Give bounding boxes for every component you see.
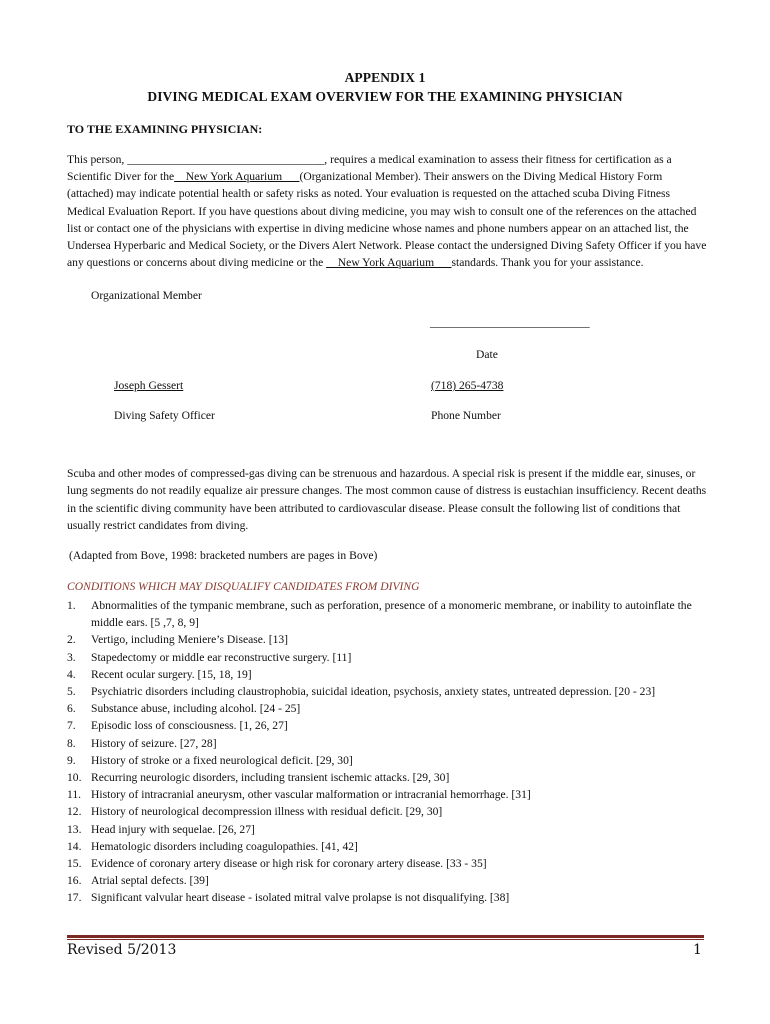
- condition-text: Recent ocular surgery. [15, 18, 19]: [91, 667, 252, 681]
- intro-paragraph: [67, 151, 707, 271]
- condition-number: 5.: [67, 685, 76, 699]
- intro-part-3: standards. Thank you for your assistance.: [451, 256, 644, 270]
- conditions-heading: CONDITIONS WHICH MAY DISQUALIFY CANDIDATES FROM DIVING: [67, 580, 420, 593]
- dso-role: Diving Safety Officer: [114, 409, 215, 422]
- condition-text: Stapedectomy or middle ear reconstructive surgery. [11]: [91, 650, 352, 664]
- condition-text: Recurring neurologic disorders, including transient ischemic attacks. [29, 30]: [91, 771, 450, 785]
- condition-number: 3.: [67, 650, 76, 664]
- condition-text: Psychiatric disorders including claustrophobia, suicidal ideation, psychosis, anxiety states, untreated depression. [20 - 23]: [91, 685, 656, 699]
- adapted-note: (Adapted from Bove, 1998: bracketed numbers are pages in Bove): [69, 549, 378, 562]
- condition-number: 12.: [67, 805, 82, 819]
- condition-text: History of neurological decompression illness with residual deficit. [29, 30]: [91, 805, 443, 819]
- salutation: TO THE EXAMINING PHYSICIAN:: [67, 122, 263, 136]
- intro-part-2: (Organizational Member). Their answers on the Diving Medical History Form (attached) may indicate potential health or safety risks as noted. Your evaluation is requested on the attached scuba Diving Fitness Medical Evaluation Report. If you have questions about diving medicine, you may wish to consult one of the references on the attached list or contact one of the physicians with expertise in diving medicine whose names and phone numbers appear on an attached list, the Undersea Hyperbaric and Medical Society, or the Divers Alert Network. Please contact the undersigned Diving Safety Officer if you have any questions or concerns about diving medicine or the: [67, 170, 707, 270]
- condition-item: [67, 597, 697, 631]
- condition-text: Episodic loss of consciousness. [1, 26, 27]: [91, 719, 288, 733]
- condition-item: [67, 666, 697, 683]
- conditions-list: [67, 597, 697, 907]
- condition-item: [67, 769, 697, 786]
- condition-number: 6.: [67, 702, 76, 716]
- appendix-label: APPENDIX 1: [344, 70, 426, 85]
- page-number: 1: [693, 942, 702, 958]
- date-label: Date: [476, 348, 498, 361]
- organizational-member-label: Organizational Member: [91, 289, 202, 302]
- condition-text: History of seizure. [27, 28]: [91, 736, 217, 750]
- condition-text: History of stroke or a fixed neurological deficit. [29, 30]: [91, 753, 353, 767]
- condition-number: 14.: [67, 839, 82, 853]
- condition-text: Abnormalities of the tympanic membrane, such as perforation, presence of a monomeric membrane, or inability to autoinflate the middle ears. [5 ,7, 8, 9]: [91, 599, 692, 630]
- document-title: DIVING MEDICAL EXAM OVERVIEW FOR THE EXAMINING PHYSICIAN: [147, 89, 623, 104]
- condition-text: Atrial septal defects. [39]: [91, 874, 209, 888]
- condition-item: [67, 803, 697, 820]
- condition-text: Head injury with sequelae. [26, 27]: [91, 822, 255, 836]
- condition-item: [67, 735, 697, 752]
- footer-rule-thick: [67, 935, 704, 938]
- revised-date: Revised 5/2013: [67, 942, 177, 958]
- condition-number: 10.: [67, 771, 82, 785]
- condition-text: History of intracranial aneurysm, other vascular malformation or intracranial hemorrhage. [31]: [91, 788, 531, 802]
- condition-number: 13.: [67, 822, 82, 836]
- condition-number: 7.: [67, 719, 76, 733]
- condition-item: [67, 649, 697, 666]
- condition-text: Substance abuse, including alcohol. [24 - 25]: [91, 702, 301, 716]
- condition-item: [67, 855, 697, 872]
- condition-item: [67, 631, 697, 648]
- condition-text: Evidence of coronary artery disease or high risk for coronary artery disease. [33 - 35]: [91, 857, 487, 871]
- condition-text: Vertigo, including Meniere’s Disease. [13]: [91, 633, 289, 647]
- condition-number: 16.: [67, 874, 82, 888]
- condition-item: [67, 889, 697, 906]
- condition-text: Hematologic disorders including coagulopathies. [41, 42]: [91, 839, 358, 853]
- intro-part-1: This person, __________________________________, requires a medical examination to assess their fitness for certification as a Scientific Diver for the: [67, 153, 672, 184]
- phone-number-label: Phone Number: [431, 409, 501, 422]
- condition-number: 17.: [67, 891, 82, 905]
- condition-item: [67, 838, 697, 855]
- condition-number: 8.: [67, 736, 76, 750]
- organization-blank-1: __New York Aquarium___: [174, 170, 300, 184]
- organization-blank-2: __New York Aquarium___: [326, 256, 452, 270]
- condition-number: 1.: [67, 599, 76, 612]
- condition-item: [67, 821, 697, 838]
- condition-number: 9.: [67, 753, 76, 767]
- condition-number: 4.: [67, 667, 76, 681]
- condition-item: [67, 786, 697, 803]
- signature-line: _____________________________: [430, 316, 590, 329]
- condition-number: 2.: [67, 633, 76, 647]
- condition-number: 11.: [67, 788, 82, 802]
- footer-rule-thin: [67, 939, 704, 940]
- dso-phone: (718) 265-4738: [431, 379, 504, 392]
- condition-item: [67, 700, 697, 717]
- dso-name: Joseph Gessert: [114, 379, 184, 392]
- condition-item: [67, 683, 697, 700]
- condition-item: [67, 872, 697, 889]
- condition-item: [67, 717, 697, 734]
- risk-paragraph: Scuba and other modes of compressed-gas diving can be strenuous and hazardous. A special risk is present if the middle ear, sinuses, or lung segments do not readily equalize air pressure changes. The most common cause of distress is eustachian insufficiency. Recent deaths in the scientific diving community have been attributed to cardiovascular disease. Please consult the following list of conditions that usually restrict candidates from diving.: [67, 467, 707, 533]
- condition-text: Significant valvular heart disease - isolated mitral valve prolapse is not disqualifying. [38]: [91, 891, 510, 905]
- condition-number: 15.: [67, 857, 82, 871]
- condition-item: [67, 752, 697, 769]
